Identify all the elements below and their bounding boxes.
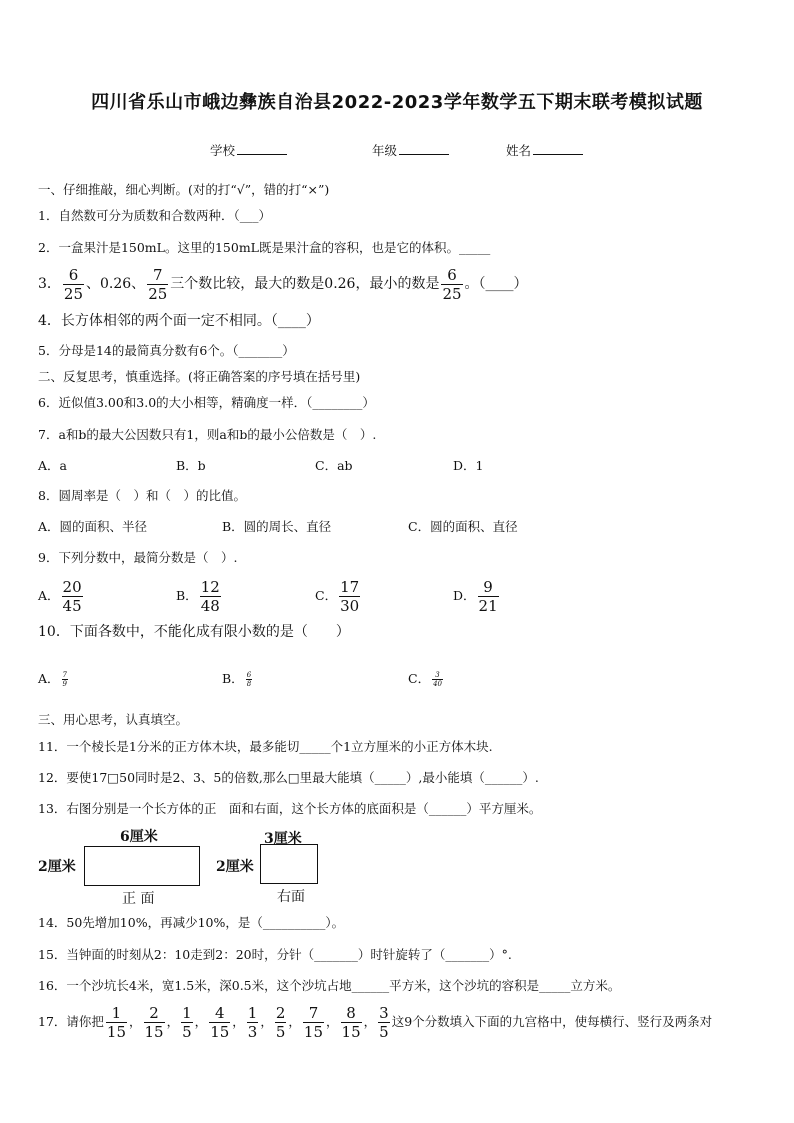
name-field[interactable]: 姓名 <box>506 141 583 159</box>
front-face-rect <box>84 846 200 886</box>
q17-separator: ， <box>326 1014 339 1029</box>
fraction: $\frac{6}{25}$ <box>63 265 84 303</box>
q17-fraction: $\frac{3}{5}$ <box>379 1004 389 1041</box>
question-12: 12．要使17□50同时是2、3、5的倍数,那么□里最大能填（_____）,最小能填（______）. <box>38 770 539 785</box>
section-2-heading: 二、反复思考，慎重选择。(将正确答案的序号填在括号里) <box>38 369 361 384</box>
q9-option-d[interactable]: D． $\frac{9}{21}$ <box>453 578 498 615</box>
q7-option-c[interactable]: C．ab <box>315 458 353 473</box>
front-height-label: 2厘米 <box>38 859 76 875</box>
page-title: 四川省乐山市峨边彝族自治县2022-2023学年数学五下期末联考模拟试题 <box>91 92 703 113</box>
q17-fraction: $\frac{4}{15}$ <box>210 1004 230 1041</box>
q7-option-a[interactable]: A．a <box>38 458 67 473</box>
grade-field[interactable]: 年级 <box>372 141 449 159</box>
question-10: 10．下面各数中，不能化成有限小数的是（ ） <box>38 624 350 640</box>
q17-separator: ， <box>232 1014 245 1029</box>
question-15: 15．当钟面的时刻从2：10走到2：20时，分针（_______）时针旋转了（_______）°. <box>38 947 512 962</box>
question-16: 16．一个沙坑长4米，宽1.5米，深0.5米，这个沙坑占地______平方米，这个沙坑的容积是_____立方米。 <box>38 978 621 993</box>
q7-option-d[interactable]: D．1 <box>453 458 484 473</box>
q9-option-a[interactable]: A． $\frac{20}{45}$ <box>38 578 82 615</box>
right-face-label: 右面 <box>277 889 305 905</box>
question-8: 8．圆周率是（ ）和（ ）的比值。 <box>38 488 246 503</box>
question-1: 1．自然数可分为质数和合数两种．（___） <box>38 208 271 223</box>
fraction: $\frac{7}{25}$ <box>148 265 168 303</box>
front-width-label: 6厘米 <box>120 829 158 845</box>
student-info <box>0 141 794 159</box>
q7-option-b[interactable]: B．b <box>176 458 206 473</box>
q17-separator: ， <box>194 1014 208 1029</box>
q17-fraction: $\frac{2}{15}$ <box>144 1004 164 1041</box>
q17-fraction: $\frac{1}{5}$ <box>182 1004 192 1041</box>
q17-separator: ， <box>260 1014 273 1029</box>
question-2: 2．一盒果汁是150mL。这里的150mL既是果汁盒的容积，也是它的体积。_____ <box>38 240 491 255</box>
q8-option-b[interactable]: B．圆的周长、直径 <box>222 519 332 534</box>
question-9: 9．下列分数中，最简分数是（ ）. <box>38 550 238 565</box>
q17-separator: ， <box>363 1014 377 1029</box>
q17-fraction: $\frac{2}{5}$ <box>275 1004 286 1041</box>
q17-fraction: $\frac{7}{15}$ <box>303 1004 324 1041</box>
q10-option-b[interactable]: B． $\frac{6}{8}$ <box>222 671 252 688</box>
question-7: 7．a和b的最大公因数只有1，则a和b的最小公倍数是（ ）. <box>38 427 377 442</box>
question-6: 6．近似值3.00和3.0的大小相等，精确度一样．（________） <box>38 395 375 410</box>
question-14: 14．50先增加10%，再减少10%，是（__________）。 <box>38 915 345 930</box>
q17-fraction: $\frac{8}{15}$ <box>341 1004 361 1041</box>
fraction: $\frac{6}{25}$ <box>442 265 462 303</box>
right-height-label: 2厘米 <box>216 859 254 875</box>
question-4: 4．长方体相邻的两个面一定不相同。（____） <box>38 313 320 329</box>
question-17: 17．请你把 $\frac{1}{15}$ ， $\frac{2}{15}$ ， $\frac{1}{5}$ ， $\frac{4}{15}$ ， $\frac{1}{3}$ ， $\frac{2}{5}$ ， $\frac{7}{15}$ ， $\frac{8}{15}$ ， $\frac{3}{5}$ 这9个分数填入下面的九宫格中，使每横行、竖行及两条对 <box>38 1004 713 1041</box>
q9-option-c[interactable]: C． $\frac{17}{30}$ <box>315 578 360 615</box>
q17-fractions <box>104 1004 392 1041</box>
right-width-label: 3厘米 <box>264 831 302 847</box>
school-field[interactable]: 学校 <box>210 141 287 159</box>
q17-separator: ， <box>166 1014 180 1029</box>
q10-option-a[interactable]: A． $\frac{7}{9}$ <box>38 671 67 688</box>
q8-option-a[interactable]: A．圆的面积、半径 <box>38 519 148 534</box>
question-5: 5．分母是14的最简真分数有6个。（_______） <box>38 343 295 358</box>
section-1-heading: 一、仔细推敲，细心判断。(对的打“√”，错的打“×”) <box>38 182 330 197</box>
q17-fraction: $\frac{1}{3}$ <box>247 1004 258 1041</box>
q17-separator: ， <box>129 1014 142 1029</box>
q17-fraction: $\frac{1}{15}$ <box>106 1004 126 1041</box>
question-11: 11．一个棱长是1分米的正方体木块，最多能切_____个1立方厘米的小正方体木块. <box>38 739 493 754</box>
q8-option-c[interactable]: C．圆的面积、直径 <box>408 519 518 534</box>
question-13: 13．右图分别是一个长方体的正 面和右面，这个长方体的底面积是（______）平方厘米。 <box>38 801 542 816</box>
q9-option-b[interactable]: B． $\frac{12}{48}$ <box>176 578 220 615</box>
right-face-rect <box>260 844 318 884</box>
section-3-heading: 三、用心思考，认真填空。 <box>38 712 189 727</box>
front-face-label: 正 面 <box>122 891 155 907</box>
question-3: 3． $\frac{6}{25}$ 、0.26、 $\frac{7}{25}$ 三个数比较，最大的数是0.26，最小的数是 $\frac{6}{25}$ 。（____） <box>38 265 528 303</box>
q17-separator: ， <box>288 1014 301 1029</box>
q10-option-c[interactable]: C． $\frac{3}{40}$ <box>408 671 442 688</box>
